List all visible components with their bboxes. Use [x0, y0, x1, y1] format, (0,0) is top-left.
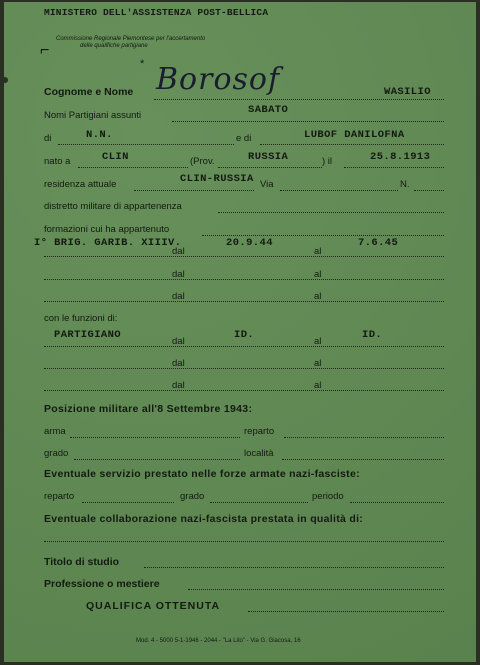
dal-label-2: dal [172, 269, 185, 280]
n-label: N. [400, 179, 410, 190]
asterisk-mark: * [140, 58, 145, 70]
print-footer: Mod. 4 - 5000 5-1-1946 - 2044 - "La Lito" - Via G. Giacosa, 16 [136, 638, 301, 644]
professione-line [188, 589, 444, 590]
formation-row-1-line [44, 256, 444, 257]
role-value: PARTIGIANO [54, 329, 122, 341]
reparto-line-2 [82, 502, 174, 503]
grado-line-1 [74, 459, 240, 460]
reparto-line-1 [284, 437, 444, 438]
distretto-line [218, 212, 444, 213]
al-label-4: al [314, 336, 322, 347]
staple-mark: ⌐ [40, 42, 50, 59]
grado-line-2 [210, 502, 308, 503]
formazioni-line [202, 235, 444, 236]
first-name-value: WASILIO [384, 86, 431, 98]
partisan-record-card [4, 2, 476, 662]
al-label-5: al [314, 358, 322, 369]
residenza-label: residenza attuale [44, 179, 117, 190]
distretto-label: distretto militare di appartenenza [44, 201, 182, 212]
partisan-names-label: Nomi Partigiani assunti [44, 110, 142, 121]
localita-label: località [244, 448, 274, 459]
via-label: Via [260, 179, 274, 190]
arma-label: arma [44, 426, 66, 437]
role-row-1-line [44, 346, 444, 347]
dal-label-5: dal [172, 358, 185, 369]
reparto-label-1: reparto [244, 426, 275, 437]
qualifica-label: QUALIFICA OTTENUTA [86, 600, 221, 612]
e-di-label: e di [236, 133, 252, 144]
role-row-3-line [44, 390, 444, 391]
commission-line-2: delle qualifiche partigiane [80, 43, 148, 49]
professione-label: Professione o mestiere [44, 578, 160, 590]
servizio-heading: Eventuale servizio prestato nelle forze armate nazi-fasciste: [44, 468, 360, 480]
funzioni-label: con le funzioni di: [44, 313, 118, 324]
formation-to-value: 7.6.45 [358, 237, 399, 249]
grado-label-2: grado [180, 491, 205, 502]
via-line [280, 190, 398, 191]
posizione-heading: Posizione militare all'8 Settembre 1943: [44, 403, 253, 415]
qualifica-line [248, 611, 444, 612]
role-from-value: ID. [234, 329, 255, 341]
father-value: N.N. [86, 129, 113, 141]
partisan-name-value: SABATO [248, 104, 289, 116]
surname-name-label: Cognome e Nome [44, 86, 134, 98]
punch-hole-top [2, 77, 8, 83]
titolo-line [144, 567, 444, 568]
birthplace-value: CLIN [102, 151, 129, 163]
localita-line [282, 459, 444, 460]
formation-row-2-line [44, 279, 444, 280]
province-value: RUSSIA [248, 151, 289, 163]
dal-label-1: dal [172, 246, 185, 257]
surname-line [154, 99, 444, 100]
mother-value: LUBOF DANILOFNA [304, 129, 405, 141]
role-to-value: ID. [362, 329, 383, 341]
formazioni-label: formazioni cui ha appartenuto [44, 224, 170, 235]
dal-label-4: dal [172, 336, 185, 347]
birth-date-value: 25.8.1913 [370, 151, 431, 163]
role-row-2-line [44, 368, 444, 369]
birth-date-line [344, 167, 444, 168]
residence-value: CLIN-RUSSIA [180, 173, 254, 185]
ministry-title: MINISTERO DELL'ASSISTENZA POST-BELLICA [44, 7, 269, 18]
father-line [58, 144, 234, 145]
n-line [414, 190, 444, 191]
al-label-6: al [314, 380, 322, 391]
birthplace-line [78, 167, 188, 168]
province-line [218, 167, 322, 168]
dal-label-3: dal [172, 291, 185, 302]
al-label-3: al [314, 291, 322, 302]
reparto-label-2: reparto [44, 491, 75, 502]
periodo-label: periodo [312, 491, 344, 502]
commission-line-1: Commissione Regionale Piemontese per l'accertamento [56, 36, 206, 42]
surname-handwritten: Borosof [156, 62, 281, 97]
partisan-names-line [172, 121, 444, 122]
formation-value: I° BRIG. GARIB. XIIIV. [34, 237, 182, 249]
collaborazione-line [44, 541, 444, 542]
titolo-label: Titolo di studio [44, 556, 120, 568]
periodo-line [350, 502, 444, 503]
mother-line [260, 144, 444, 145]
formation-from-value: 20.9.44 [226, 237, 273, 249]
prov-label: (Prov. [190, 156, 215, 167]
arma-line [70, 437, 240, 438]
di-label: di [44, 133, 52, 144]
collaborazione-heading: Eventuale collaborazione nazi-fascista prestata in qualità di: [44, 513, 364, 525]
grado-label-1: grado [44, 448, 69, 459]
al-label-1: al [314, 246, 322, 257]
residence-line [134, 190, 254, 191]
nato-a-label: nato a [44, 156, 71, 167]
dal-label-6: dal [172, 380, 185, 391]
formation-row-3-line [44, 301, 444, 302]
al-label-2: al [314, 269, 322, 280]
il-label: ) il [322, 156, 333, 167]
